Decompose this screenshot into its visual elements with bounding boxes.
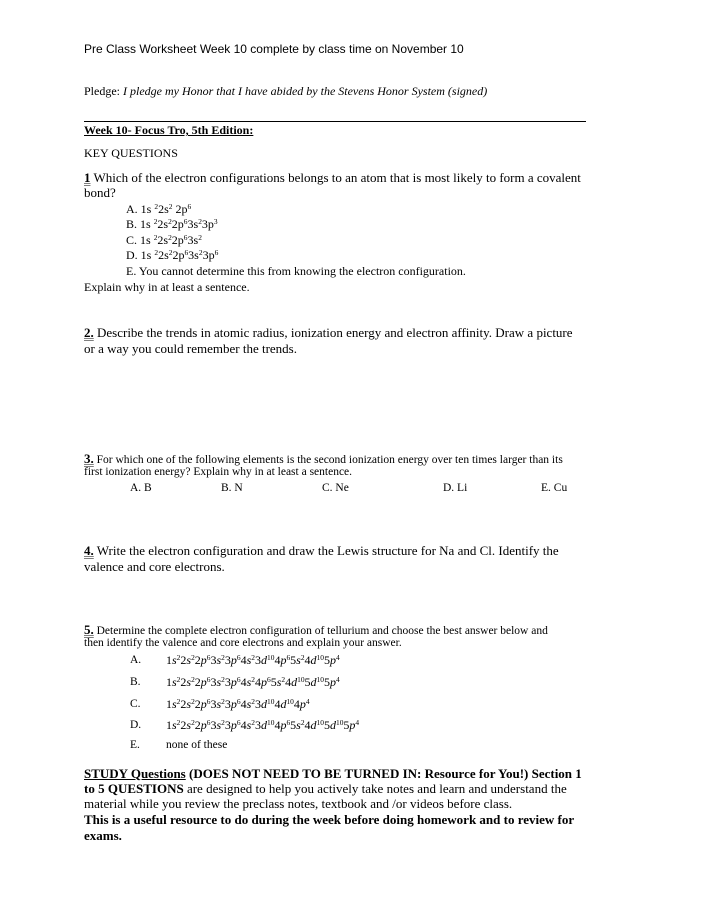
q5-line1: [84, 622, 548, 638]
q1-explain: Explain why in at least a sentence.: [84, 280, 250, 294]
study-line2-bold: to 5 QUESTIONS: [84, 781, 184, 796]
q5-text: Determine the complete electron configuration of tellurium and choose the best answer below and: [93, 625, 548, 637]
pledge-line: [84, 84, 487, 99]
q1-option-e: E. You cannot determine this from knowing the electron configuration.: [126, 264, 466, 278]
q4-number: 4.: [84, 543, 94, 558]
q4-line2: valence and core electrons.: [84, 559, 225, 574]
study-heading: STUDY Questions: [84, 766, 186, 781]
q1-number: 1: [84, 170, 91, 185]
section-title: Week 10- Focus Tro, 5th Edition:: [84, 123, 254, 137]
q4-line1: [84, 543, 559, 559]
key-questions-heading: KEY QUESTIONS: [84, 146, 178, 160]
q5-option-c-letter: C.: [130, 698, 141, 710]
q5-option-a-letter: A.: [130, 654, 142, 666]
study-line5: exams.: [84, 828, 122, 843]
q1-text: Which of the electron configurations belongs to an atom that is most likely to form a covalent: [90, 170, 581, 185]
q4-text: Write the electron configuration and draw the Lewis structure for Na and Cl. Identify the: [93, 543, 559, 558]
q2-text: Describe the trends in atomic radius, ionization energy and electron affinity. Draw a picture: [93, 325, 573, 340]
q5-option-b-letter: B.: [130, 676, 141, 688]
q3-choice-d: D. Li: [443, 482, 468, 494]
q1-option-c: C. 1s $^22s^22p^63s^2$: [126, 232, 202, 247]
q1-line1: [84, 170, 581, 186]
q3-choice-c: C. Ne: [322, 482, 349, 494]
q1-option-a: A. 1s $^22s^2$ $2p^6$: [126, 201, 192, 216]
q5-number: 5.: [84, 622, 94, 637]
divider-line: [84, 121, 586, 122]
q5-option-a-config: $1s^22s^22p^63s^23p^64s^23d^{10}4p^65s^24d^{10}5p^4$: [166, 652, 340, 667]
q5-option-d-config: $1s^22s^22p^63s^23p^64s^23d^{10}4p^65s^24d^{10}5d^{10}5p^4$: [166, 717, 360, 732]
q3-text: For which one of the following elements is the second ionization energy over ten times larger than its: [93, 454, 563, 466]
q5-option-e-letter: E.: [130, 739, 140, 751]
q2-line1: [84, 325, 573, 341]
q1-option-b: B. 1s $^22s^22p^63s^23p^3$: [126, 216, 218, 231]
q1-option-d: D. 1s $^22s^22p^63s^23p^6$: [126, 247, 219, 262]
q3-choice-b: B. N: [221, 482, 243, 494]
q1-line2: bond?: [84, 185, 116, 200]
study-line3: material while you review the preclass notes, textbook and /or videos before class.: [84, 796, 513, 811]
q5-option-e-text: none of these: [166, 739, 228, 751]
q2-line2: or a way you could remember the trends.: [84, 341, 297, 356]
q5-option-c-config: $1s^22s^22p^63s^23p^64s^23d^{10}4d^{10}4p^4$: [166, 696, 310, 711]
q2-number: 2.: [84, 325, 94, 340]
q5-option-b-config: $1s^22s^22p^63s^23p^64s^24p^65s^24d^{10}5d^{10}5p^4$: [166, 674, 340, 689]
q3-number: 3.: [84, 451, 94, 466]
pledge-text: I pledge my Honor that I have abided by the Stevens Honor System (signed): [123, 84, 488, 98]
q3-line2: first ionization energy? Explain why in at least a sentence.: [84, 466, 353, 478]
study-line1: [84, 766, 582, 782]
q3-line1: [84, 451, 563, 467]
page-header: Pre Class Worksheet Week 10 complete by class time on November 10: [84, 42, 464, 56]
q5-option-d-letter: D.: [130, 719, 142, 731]
q3-choice-e: E. Cu: [541, 482, 568, 494]
study-line2-rest: are designed to help you actively take notes and learn and understand the: [183, 781, 567, 796]
study-line4: This is a useful resource to do during the week before doing homework and to review for: [84, 812, 575, 827]
q3-choice-a: A. B: [130, 482, 152, 494]
pledge-label: Pledge:: [84, 84, 123, 98]
study-heading-rest: (DOES NOT NEED TO BE TURNED IN: Resource for You!) Section 1: [185, 766, 582, 781]
q5-line2: then identify the valence and core electrons and explain your answer.: [84, 637, 402, 649]
study-line2: [84, 781, 567, 797]
